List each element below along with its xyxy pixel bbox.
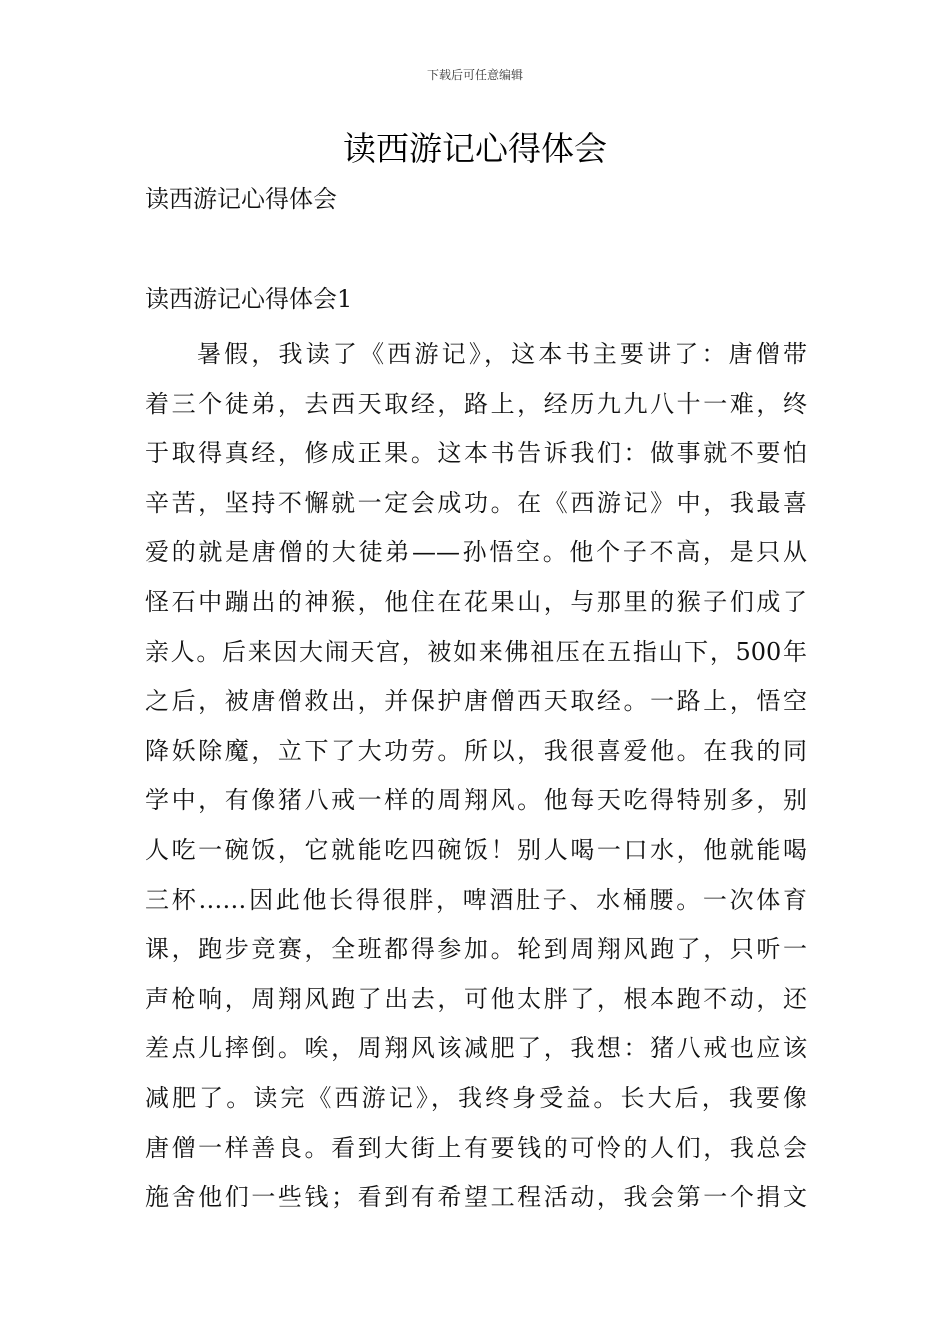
paragraph-line: 暑假，我读了《西游记》，这本书主要讲了：唐僧带 — [197, 340, 807, 368]
paragraph-line: 人吃一碗饭，它就能吃四碗饭！别人喝一口水，他就能喝 — [145, 835, 807, 864]
document-title: 读西游记心得体会 — [343, 129, 607, 168]
body-paragraph — [145, 330, 807, 1223]
paragraph-line: 亲人。后来因大闹天宫，被如来佛祖压在五指山下，500年 — [145, 637, 807, 666]
paragraph-line: 差点儿摔倒。唉，周翔风该减肥了，我想：猪八戒也应该 — [145, 1034, 807, 1063]
document-subtitle: 读西游记心得体会 — [145, 185, 337, 213]
paragraph-line: 施舍他们一些钱；看到有希望工程活动，我会第一个捐文 — [145, 1183, 807, 1212]
paragraph-line: 课，跑步竞赛，全班都得参加。轮到周翔风跑了，只听一 — [145, 935, 807, 964]
paragraph-line: 唐僧一样善良。看到大街上有要钱的可怜的人们，我总会 — [145, 1133, 807, 1162]
paragraph-line: 降妖除魔，立下了大功劳。所以，我很喜爱他。在我的同 — [145, 736, 807, 765]
paragraph-line: 减肥了。读完《西游记》，我终身受益。长大后，我要像 — [145, 1083, 807, 1112]
paragraph-line: 爱的就是唐僧的大徒弟——孙悟空。他个子不高，是只从 — [145, 538, 807, 567]
paragraph-line: 三杯……因此他长得很胖，啤酒肚子、水桶腰。一次体育 — [145, 885, 807, 914]
header-note: 下载后可任意编辑 — [426, 68, 523, 82]
section-heading: 读西游记心得体会1 — [145, 285, 353, 313]
paragraph-line: 辛苦，坚持不懈就一定会成功。在《西游记》中，我最喜 — [145, 488, 807, 517]
paragraph-line: 怪石中蹦出的神猴，他住在花果山，与那里的猴子们成了 — [145, 587, 807, 616]
paragraph-line: 声枪响，周翔风跑了出去，可他太胖了，根本跑不动，还 — [145, 984, 807, 1013]
paragraph-line: 着三个徒弟，去西天取经，路上，经历九九八十一难，终 — [145, 389, 807, 418]
paragraph-line: 于取得真经，修成正果。这本书告诉我们：做事就不要怕 — [145, 439, 807, 468]
paragraph-line: 学中，有像猪八戒一样的周翔风。他每天吃得特别多，别 — [145, 786, 807, 815]
paragraph-line: 之后，被唐僧救出，并保护唐僧西天取经。一路上，悟空 — [145, 687, 807, 716]
